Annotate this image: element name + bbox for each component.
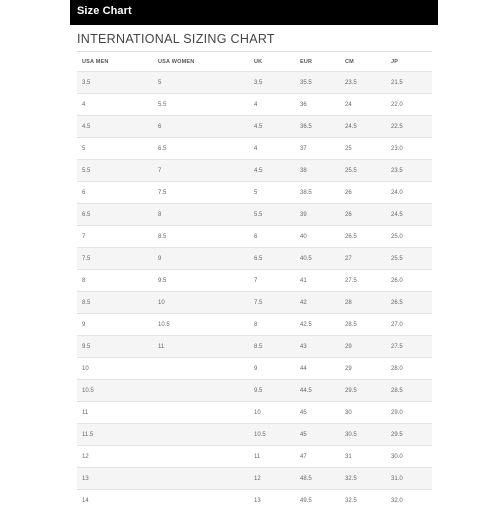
table-cell: 11 <box>77 402 153 424</box>
table-cell: 44 <box>295 358 340 380</box>
chart-title: INTERNATIONAL SIZING CHART <box>77 32 275 46</box>
table-cell: 22.5 <box>386 116 432 138</box>
table-cell: 30.5 <box>340 424 386 446</box>
table-row <box>77 314 432 336</box>
table-cell: 5 <box>249 182 295 204</box>
table-cell: 29 <box>340 336 386 358</box>
table-cell: 9.5 <box>153 270 249 292</box>
table-cell: 28.0 <box>386 358 432 380</box>
table-cell: 38.5 <box>295 182 340 204</box>
table-cell <box>153 490 249 511</box>
table-cell: 43 <box>295 336 340 358</box>
table-row <box>77 292 432 314</box>
table-cell: 10.5 <box>153 314 249 336</box>
column-header: EUR <box>295 52 340 72</box>
table-cell: 4.5 <box>77 116 153 138</box>
table-cell: 24.0 <box>386 182 432 204</box>
table-cell: 49.5 <box>295 490 340 511</box>
table-cell: 25.5 <box>340 160 386 182</box>
table-cell: 25.0 <box>386 226 432 248</box>
table-cell: 23.5 <box>340 72 386 94</box>
table-cell: 6 <box>153 116 249 138</box>
table-cell: 31 <box>340 446 386 468</box>
table-cell: 42 <box>295 292 340 314</box>
table-cell: 28.5 <box>386 380 432 402</box>
table-cell: 4 <box>249 94 295 116</box>
table-row <box>77 380 432 402</box>
table-cell: 4.5 <box>249 116 295 138</box>
table-cell <box>153 446 249 468</box>
table-cell: 27.0 <box>386 314 432 336</box>
table-row <box>77 204 432 226</box>
table-cell: 6.5 <box>77 204 153 226</box>
table-cell: 26 <box>340 204 386 226</box>
table-cell: 5 <box>77 138 153 160</box>
table-cell <box>153 424 249 446</box>
table-cell: 48.5 <box>295 468 340 490</box>
table-cell: 8 <box>77 270 153 292</box>
column-header: CM <box>340 52 386 72</box>
table-cell: 32.5 <box>340 490 386 511</box>
table-cell: 25.5 <box>386 248 432 270</box>
table-row <box>77 160 432 182</box>
table-cell: 29.5 <box>340 380 386 402</box>
table-cell: 13 <box>77 468 153 490</box>
table-cell: 4 <box>249 138 295 160</box>
column-header: UK <box>249 52 295 72</box>
column-header: USA WOMEN <box>153 52 249 72</box>
table-cell: 9.5 <box>77 336 153 358</box>
table-cell: 10 <box>77 358 153 380</box>
table-cell: 7 <box>77 226 153 248</box>
column-header: USA MEN <box>77 52 153 72</box>
table-row <box>77 226 432 248</box>
table-cell: 36.5 <box>295 116 340 138</box>
table-row <box>77 490 432 511</box>
table-row <box>77 424 432 446</box>
table-cell: 47 <box>295 446 340 468</box>
table-cell: 21.5 <box>386 72 432 94</box>
table-cell: 11.5 <box>77 424 153 446</box>
table-cell: 7.5 <box>77 248 153 270</box>
table-cell: 27 <box>340 248 386 270</box>
table-cell: 23.0 <box>386 138 432 160</box>
table-cell: 26 <box>340 182 386 204</box>
table-cell: 8.5 <box>153 226 249 248</box>
table-row <box>77 402 432 424</box>
table-cell: 29 <box>340 358 386 380</box>
table-cell: 26.0 <box>386 270 432 292</box>
table-row <box>77 446 432 468</box>
table-cell: 42.5 <box>295 314 340 336</box>
table-cell: 40 <box>295 226 340 248</box>
table-cell: 32.5 <box>340 468 386 490</box>
table-cell: 36 <box>295 94 340 116</box>
table-cell: 8 <box>153 204 249 226</box>
table-cell: 26.5 <box>386 292 432 314</box>
table-cell: 26.5 <box>340 226 386 248</box>
table-cell: 6.5 <box>249 248 295 270</box>
table-cell: 24.5 <box>340 116 386 138</box>
table-cell: 38 <box>295 160 340 182</box>
table-cell: 5.5 <box>249 204 295 226</box>
header-title: Size Chart <box>77 5 132 17</box>
table-row <box>77 336 432 358</box>
table-cell: 7.5 <box>153 182 249 204</box>
table-header-row <box>77 52 432 72</box>
table-cell: 32.0 <box>386 490 432 511</box>
table-cell: 5 <box>153 72 249 94</box>
table-cell: 25 <box>340 138 386 160</box>
table-cell: 9 <box>77 314 153 336</box>
table-cell: 12 <box>249 468 295 490</box>
table-cell: 28.5 <box>340 314 386 336</box>
table-cell: 30.0 <box>386 446 432 468</box>
table-cell: 44.5 <box>295 380 340 402</box>
table-cell: 7.5 <box>249 292 295 314</box>
table-cell: 39 <box>295 204 340 226</box>
table-row <box>77 182 432 204</box>
sizing-table <box>77 52 432 511</box>
table-cell: 6 <box>77 182 153 204</box>
table-cell: 10.5 <box>249 424 295 446</box>
table-cell: 9 <box>153 248 249 270</box>
table-cell: 27.5 <box>340 270 386 292</box>
table-row <box>77 248 432 270</box>
table-cell: 41 <box>295 270 340 292</box>
table-row <box>77 270 432 292</box>
table-row <box>77 94 432 116</box>
table-body <box>77 72 432 511</box>
table-cell: 30 <box>340 402 386 424</box>
table-cell: 22.0 <box>386 94 432 116</box>
table-cell: 10 <box>249 402 295 424</box>
table-cell: 14 <box>77 490 153 511</box>
table-cell: 11 <box>249 446 295 468</box>
table-cell <box>153 468 249 490</box>
size-chart-header-bar <box>70 0 438 25</box>
table-cell: 5.5 <box>153 94 249 116</box>
table-cell: 12 <box>77 446 153 468</box>
table-cell: 10.5 <box>77 380 153 402</box>
table-cell: 27.5 <box>386 336 432 358</box>
table-cell: 45 <box>295 424 340 446</box>
table-cell: 24.5 <box>386 204 432 226</box>
table-cell: 6 <box>249 226 295 248</box>
table-cell: 8 <box>249 314 295 336</box>
table-cell: 35.5 <box>295 72 340 94</box>
table-cell: 3.5 <box>77 72 153 94</box>
table-cell: 8.5 <box>77 292 153 314</box>
table-cell: 9.5 <box>249 380 295 402</box>
table-cell: 3.5 <box>249 72 295 94</box>
table-cell <box>153 402 249 424</box>
table-cell: 7 <box>153 160 249 182</box>
table-cell: 8.5 <box>249 336 295 358</box>
column-header: JP <box>386 52 432 72</box>
table-cell: 29.0 <box>386 402 432 424</box>
table-cell: 5.5 <box>77 160 153 182</box>
table-cell <box>153 380 249 402</box>
table-cell: 31.0 <box>386 468 432 490</box>
table-cell: 13 <box>249 490 295 511</box>
table-cell: 10 <box>153 292 249 314</box>
table-row <box>77 468 432 490</box>
table-cell: 4 <box>77 94 153 116</box>
table-cell: 45 <box>295 402 340 424</box>
table-cell: 23.5 <box>386 160 432 182</box>
table-cell <box>153 358 249 380</box>
table-row <box>77 138 432 160</box>
table-cell: 24 <box>340 94 386 116</box>
table-cell: 37 <box>295 138 340 160</box>
table-cell: 6.5 <box>153 138 249 160</box>
table-cell: 11 <box>153 336 249 358</box>
table-cell: 4.5 <box>249 160 295 182</box>
table-row <box>77 116 432 138</box>
table-row <box>77 358 432 380</box>
table-cell: 29.5 <box>386 424 432 446</box>
table-cell: 9 <box>249 358 295 380</box>
table-row <box>77 72 432 94</box>
table-cell: 28 <box>340 292 386 314</box>
table-cell: 40.5 <box>295 248 340 270</box>
table-cell: 7 <box>249 270 295 292</box>
